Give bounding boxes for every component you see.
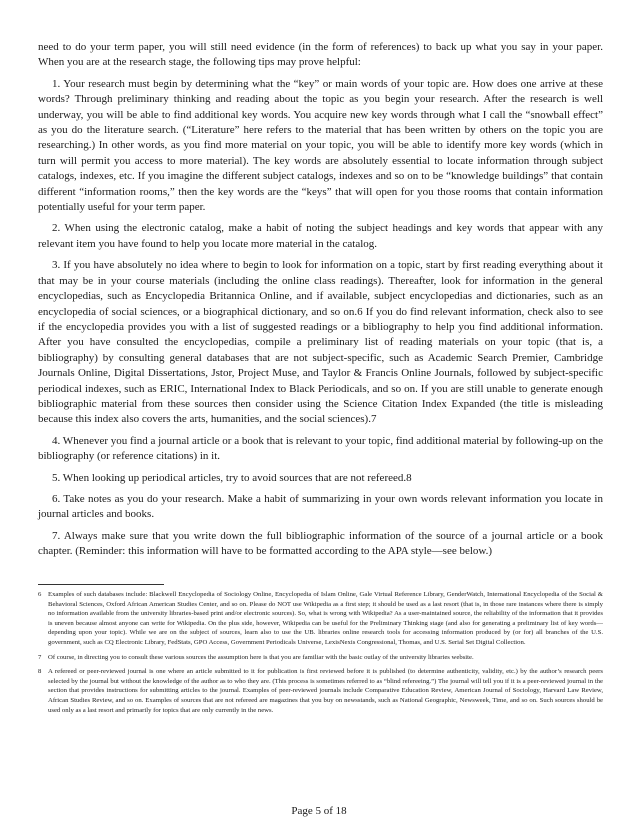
- footnote-number: 6: [38, 591, 42, 598]
- footnote-number: 7: [38, 653, 42, 661]
- paragraph-tip-3: 3. If you have absolutely no idea where to begin to look for information on a topic, start by first reading everything about it that may be in your course materials (including the online class readings). Thereafter, look for information in the general encyclopedias, such as Encyclopedia Britannica Online, and if available, subject encyclopedias and dictionaries, such as an encyclopedia of social sciences, or a biographical dictionary, and so on.6 If you do find relevant information, check also to see if the encyclopedia provides you with a list of suggested readings or a bibliography to help you find additional information. After you have consulted the encyclopedias, compile a preliminary list of reading materials on your topic (that is, a bibliography) by consulting general databases that are not subject-specific, such as Academic Search Premier, Cambridge Journals Online, Digital Dissertations, Jstor, Project Muse, and Taylor & Francis Online Journals, followed by subject-specific periodical indexes, such as ERIC, International Index to Black Periodicals, and so on. If you are still unable to generate enough bibliographic material from these sources then consider using the Science Citation Index Expanded (the title is misleading because this index also covers the arts, humanities, and the social sciences).7: [38, 259, 603, 426]
- page-number: Page 5 of 18: [291, 805, 347, 817]
- footnote-text: Examples of such databases include: Blackwell Encyclopedia of Sociology Online, Encyclopedia of Islam Online, Gale Virtual Reference Library, GenderWatch, International Encyclopedia of the Social & Behavioral Sciences, Oxford African American Studies Center, and so on. Please do NOT use Wikipedia as a first step; it should be used as a last resort (that is, in those rare instances where there is simply no information available from the university libraries-based print and/or electronic sources). So, what is wrong with Wikipedia? As a user-maintained source, the reliability of the information that it provides is uneven because almost anyone can write for Wikipedia. On the plus side, however, Wikipedia can be useful for the Preliminary Thinking stage (and also for generating a preliminary list of key words—depending upon your topic). While we are on the subject of sources, learn also to use the UB. libraries online research tools for accessing information produced by (or for) all branches of the U.S. government, such as CQ Electronic Library, FedStats, GPO Access, Government Periodicals Universe, LexisNexis Congressional, Thomas, and U.S. Serial Set Digital Collection.: [48, 591, 603, 646]
- footnotes: [38, 590, 603, 720]
- footnote-number: 8: [38, 668, 42, 676]
- paragraph-tip-7: 7. Always make sure that you write down the full bibliographic information of the source of a journal article or a book chapter. (Reminder: this information will have to be formatted according to the APA style—see below.): [38, 529, 603, 558]
- paragraph-tip-6: 6. Take notes as you do your research. Make a habit of summarizing in your own words relevant information you locate in journal articles and books.: [38, 492, 603, 521]
- paragraph-tip-4: 4. Whenever you find a journal article or a book that is relevant to your topic, find additional material by following-up on the bibliography (or reference citations) in it.: [38, 434, 603, 463]
- footnote-8: [38, 667, 603, 715]
- paragraph-tip-5: 5. When looking up periodical articles, try to avoid sources that are not refereed.8: [52, 471, 412, 484]
- footnote-7: [38, 653, 603, 663]
- paragraph-tip-2: 2. When using the electronic catalog, make a habit of noting the subject headings and key words that appear with any relevant item you have found to help you locate more material in the catalog.: [38, 222, 603, 250]
- footnote-text: A refereed or peer-reviewed journal is one where an article submitted to it for publication is first reviewed before it is published (to determine authenticity, validity, etc.) by the author’s research peers selected by the journal but without the knowledge of the author as to who they are. (This process is sometimes referred to as “blind refereeing.”) The journal will tell you if it is a peer-reviewed journal in the section that provides instructions for submitting articles to the journal. Examples of peer-reviewed journals include Comparative Education Review, American Journal of Sociology, Harvard Law Review, African Studies Review, and so on. Examples of sources that are not refereed are magazines that you buy on newsstands, such as National Geographic, Newsweek, Time, and so on. Such sources should be used only as a last resort and primarily for topics that are only currently in the news.: [48, 668, 603, 714]
- paragraph-intro: need to do your term paper, you will still need evidence (in the form of references) to back up what you say in your paper. When you are at the research stage, the following tips may prove helpful:: [38, 41, 603, 69]
- paragraph-tip-1: 1. Your research must begin by determining what the “key” or main words of your topic are. How does one arrive at these words? Through preliminary thinking and reading about the topic as you begin your research. After the research is well underway, you will be able to find additional key words. You acquire new key words through what I call the “snowball effect” as you do the literature search. (“Literature” here refers to the material that has been written by others on the topic you are researching.) In other words, as you find more material on your topic, you will be able to identify more key words (which in turn will permit you access to more material). The key words are absolutely essential to locate information through subject catalogs, indexes, etc. If you imagine the different subject catalogs, indexes and so on to be “knowledge buildings” that contain different “information rooms,” then the key words are the “keys” that will open for you those rooms that contain information potentially useful for your term paper.: [38, 77, 603, 214]
- footnote-divider: [38, 584, 164, 585]
- footnote-text: Of course, in directing you to consult these various sources the assumption here is that you are familiar with the basic outlay of the university libraries website.: [48, 653, 474, 661]
- body-text: [38, 40, 603, 566]
- footnote-6: [38, 590, 603, 648]
